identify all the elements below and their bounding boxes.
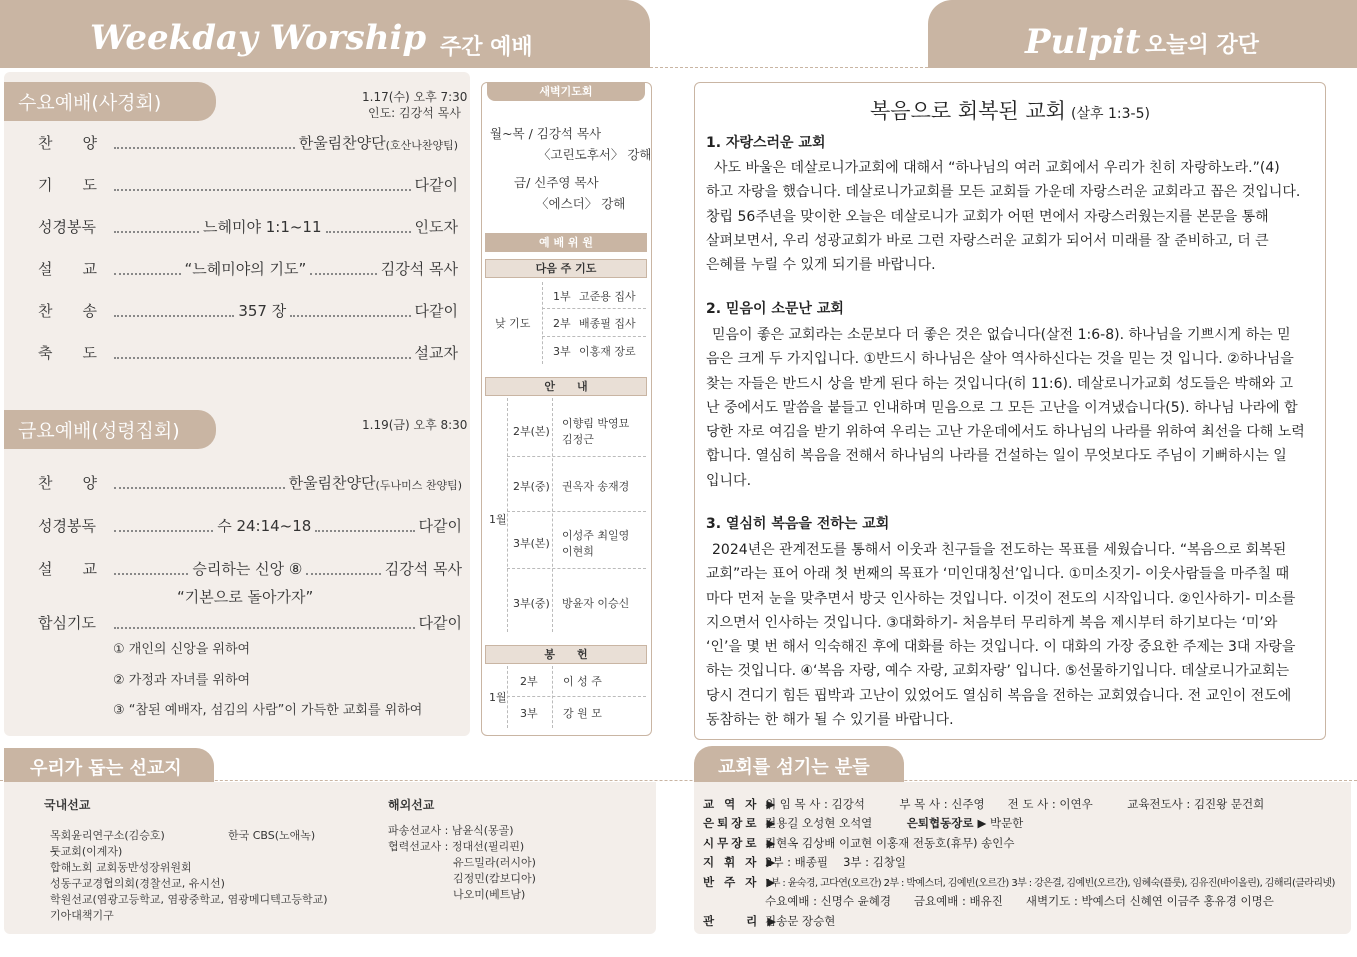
- row-label: 성경봉독: [38, 517, 96, 535]
- dotted-leader: [114, 627, 415, 629]
- guide-header: 안 내: [485, 377, 647, 396]
- order-row: [38, 558, 462, 579]
- servant-text: 김송문 장승현: [765, 914, 836, 928]
- sermon-reference: (살후 1:3-5): [1071, 106, 1150, 122]
- servant-row: [703, 835, 1014, 851]
- weekday-worship-panel: [4, 72, 470, 736]
- sermon-line: 하는 것입니다. ④‘복음 자랑, 예수 자랑, 교회자랑’ 입니다. ⑤선물하기입니다. 데살로니가교회는: [706, 663, 1290, 680]
- order-row: [38, 612, 462, 633]
- right-header-kr-title: 오늘의 강단: [1145, 33, 1259, 58]
- row-label: 합심기도: [38, 614, 96, 632]
- sermon-line: 난 중에서도 말씀을 붙들고 인내하며 믿음으로 그 모든 고난을 이겨냈습니다(5). 하나님 나라에 합: [706, 399, 1298, 416]
- servant-text: 박문한: [986, 816, 1024, 830]
- dawn-title: 새벽기도회: [487, 83, 645, 101]
- sermon-title-wrap: [694, 95, 1326, 125]
- sermon-line: 믿음이 좋은 교회라는 소문보다 더 좋은 것은 없습니다(살전 1:6-8). 하나님을 기쁘시게 하는 믿: [712, 327, 1291, 343]
- order-row: [38, 258, 458, 279]
- servant-label: 은퇴장로 ▶: [703, 816, 779, 830]
- order-row: [38, 515, 462, 536]
- row-mid: 수 24:14~18: [217, 517, 312, 535]
- dotted-leader: [114, 189, 411, 191]
- grid-divider: [542, 282, 543, 364]
- grid-divider: [542, 308, 646, 309]
- domestic-mission: 목회윤리연구소(김승호): [50, 829, 165, 842]
- offering-name: 이 성 주: [563, 675, 602, 688]
- sermon-line: 창립 56주년을 맞이한 오늘은 데살로니가 교회가 어떤 면에서 자랑스러웠는지를 본문을 통해: [706, 208, 1269, 225]
- row-label: 설 교: [38, 560, 97, 578]
- dotted-leader: [114, 315, 234, 317]
- right-header-script-title: Pulpit: [1025, 22, 1141, 62]
- order-row: [38, 300, 458, 321]
- wed-worship-title: 수요예배(사경회): [4, 82, 216, 121]
- guide-name: 방윤자 이승신: [562, 597, 630, 610]
- servant-row: [703, 874, 1335, 890]
- servant-text: 전용길 오성현 오석열: [765, 816, 907, 830]
- sermon-section-heading: 3. 열심히 복음을 전하는 교회: [706, 516, 890, 532]
- noon-prayer-label: 낮 기도: [495, 317, 531, 330]
- servant-label: 지 휘 자 ▶: [703, 855, 779, 869]
- overseas-value: 남윤식(몽골): [451, 824, 514, 837]
- overseas-key: 협력선교사 :: [388, 840, 452, 853]
- row-right: 다같이: [414, 176, 458, 194]
- overseas-mission: 나오미(베트남): [453, 888, 526, 901]
- servant-text: 수요예배 : 신명수 윤혜경 금요예배 : 배유진 새벽기도 : 박예스더 신혜연 이금주 홍유경 이명은: [765, 894, 1274, 908]
- dawn-line: 금/ 신주영 목사: [514, 175, 599, 190]
- guide-name: 이향림 박영묘: [562, 417, 630, 430]
- next-week-prayer-header: 다음 주 기도: [485, 259, 647, 278]
- servants-title: 교회를 섬기는 분들: [718, 757, 870, 778]
- domestic-mission: 성동구교경협의회(경찰선교, 유시선): [50, 877, 225, 890]
- guide-name: 김정근: [562, 433, 594, 446]
- sermon-line: 은혜를 누릴 수 있게 되기를 바랍니다.: [706, 257, 936, 274]
- grid-divider: [507, 456, 646, 457]
- servant-row: [703, 854, 906, 870]
- row-mid: 승리하는 신앙 ⑧: [192, 560, 303, 578]
- servant-label: 교 역 자 ▶: [703, 797, 779, 811]
- row-label: 성경봉독: [38, 218, 96, 236]
- dotted-leader: [114, 487, 285, 489]
- grid-divider: [507, 568, 646, 569]
- prayer-item: ② 가정과 자녀를 위하여: [113, 673, 251, 688]
- guide-part: 2부(중): [513, 480, 550, 493]
- wed-datetime: 1.17(수) 오후 7:30: [362, 90, 468, 104]
- offering-month: 1월: [489, 691, 507, 704]
- servant-text: 1부 : 윤숙경, 고다연(오르간) 2부 : 박예스더, 김예빈(오르간) 3부 : 강은결, 김예빈(오르간), 임혜숙(플룻), 김유진(바이올린), 김해리(클라리넷): [765, 878, 1335, 889]
- servant-row: [703, 893, 1274, 909]
- row-label: 기 도: [38, 176, 97, 194]
- sermon-line: 지으면서 인사하는 것입니다. ③대화하기- 처음부터 무리하게 복음 제시부터 하기보다는 ‘미’와: [706, 614, 1278, 631]
- sermon-subtitle: “기본으로 돌아가자”: [177, 588, 314, 606]
- dawn-line: 월~목 / 김강석 목사: [490, 126, 602, 141]
- right-header-tab: [928, 0, 1357, 68]
- row-right: 다같이: [418, 614, 462, 632]
- row-label: 찬 양: [38, 474, 97, 492]
- header-dashed-rule: [650, 67, 928, 68]
- row-right: 김강석 목사: [380, 260, 458, 278]
- grid-divider: [542, 336, 646, 337]
- offering-name: 강 원 모: [563, 707, 602, 720]
- servant-label: 반 주 자 ▶: [703, 875, 779, 889]
- offering-header: 봉 헌: [485, 645, 647, 664]
- servant-text: 위 임 목 사 : 김강석 부 목 사 : 신주영 전 도 사 : 이연우 교육전도사 : 김진왕 문건희: [765, 797, 1265, 811]
- row-right: 김강석 목사: [384, 560, 462, 578]
- overseas-key: 파송선교사 :: [388, 824, 452, 837]
- order-row: [38, 132, 458, 153]
- sermon-paragraph: [706, 323, 1316, 493]
- sermon-line: 2024년은 관계전도를 통해서 이웃과 친구들을 전도하는 목표를 세웠습니다. “복음으로 회복된: [712, 542, 1287, 558]
- row-label: 설 교: [38, 260, 97, 278]
- domestic-mission: 한국 CBS(노애녹): [228, 829, 316, 842]
- domestic-mission: 툿교회(이계자): [50, 845, 123, 858]
- sermon-line: 동참하는 한 해가 될 수 있기를 바랍니다.: [706, 712, 954, 729]
- missions-title: 우리가 돕는 선교지: [30, 758, 182, 779]
- guide-name: 이현희: [562, 545, 594, 558]
- sermon-line: 당시 견디기 힘든 핍박과 고난이 있었어도 열심히 복음을 전하는 교회였습니다. 전 교인이 전도에: [706, 687, 1292, 704]
- servant-row: [703, 815, 1023, 831]
- noon-name: 이홍재 장로: [579, 345, 636, 358]
- row-mid: 357 장: [238, 302, 287, 320]
- committee-title: 예 배 위 원: [485, 233, 647, 252]
- dotted-leader: [114, 357, 411, 359]
- row-right-note: (호산나찬양팀): [385, 139, 458, 152]
- row-right: 한울림찬양단: [298, 134, 386, 152]
- sermon-line: 교회”라는 표어 아래 첫 번째의 목표가 ‘미인대칭선’입니다. ①미소짓기- 이웃사람들을 마주칠 때: [706, 566, 1290, 583]
- order-row: [38, 342, 458, 363]
- sermon-line: ‘인’을 몇 번 해서 익숙해진 후에 대화를 하는 것입니다. 이 대화의 가장 중요한 주제는 3대 자랑을: [706, 639, 1296, 656]
- overseas-missions-title: 해외선교: [388, 798, 435, 812]
- noon-name: 고준용 집사: [579, 290, 636, 303]
- row-right: 다같이: [418, 517, 463, 535]
- row-mid: “느헤미야의 기도”: [184, 260, 307, 278]
- noon-name: 배종필 집사: [579, 317, 636, 330]
- dotted-leader: [114, 231, 199, 233]
- dotted-leader: [326, 231, 411, 233]
- row-label: 찬 송: [38, 302, 97, 320]
- sermon-title: 복음으로 회복된 교회: [870, 99, 1066, 123]
- servant-row: [703, 913, 835, 929]
- guide-part: 3부(중): [513, 597, 550, 610]
- domestic-missions-title: 국내선교: [44, 798, 91, 812]
- sermon-section-heading: 2. 믿음이 소문난 교회: [706, 301, 844, 317]
- servant-text: 2부 : 배종필 3부 : 김창일: [765, 855, 907, 869]
- dawn-line: 〈고린도후서〉 강해: [538, 147, 652, 162]
- dotted-leader: [114, 530, 213, 532]
- grid-divider: [552, 398, 553, 632]
- overseas-mission: [388, 822, 514, 838]
- noon-part: 1부: [553, 290, 571, 303]
- sermon-line: 음은 크게 두 가지입니다. ①반드시 하나님은 살아 역사하신다는 것을 믿는 것 입니다. ②하나님을: [706, 351, 1294, 368]
- sermon-line: 입니다.: [706, 472, 752, 489]
- row-label: 축 도: [38, 344, 97, 362]
- fri-worship-title: 금요예배(성령집회): [4, 410, 216, 449]
- overseas-value: 정대선(필리핀): [451, 840, 525, 853]
- row-mid: 느헤미야 1:1~11: [203, 218, 322, 236]
- guide-part: 2부(본): [513, 425, 550, 438]
- grid-divider: [507, 696, 646, 697]
- offering-part: 3부: [520, 707, 538, 720]
- dotted-leader: [290, 315, 410, 317]
- dotted-leader: [114, 147, 295, 149]
- guide-month: 1월: [489, 513, 507, 526]
- dawn-line: 〈에스더〉 강해: [536, 196, 626, 211]
- sermon-line: 마다 먼저 눈을 맞추면서 방긋 인사하는 것입니다. 이것이 전도의 시작입니다. ②인사하기- 미소를: [706, 590, 1296, 607]
- overseas-mission: 김정민(캄보디아): [453, 872, 536, 885]
- left-header-kr-title: 주간 예배: [440, 35, 533, 60]
- grid-divider: [507, 398, 508, 632]
- prayer-item: ① 개인의 신앙을 위하여: [113, 642, 251, 657]
- sermon-line: 하고 자랑을 했습니다. 데살로니가교회를 모든 교회들 가운데 자랑스러운 교회라고 꼽은 것입니다.: [706, 184, 1301, 201]
- servant-label: 관 리 ▶: [703, 914, 780, 928]
- grid-divider: [507, 511, 646, 512]
- row-label: 찬 양: [38, 134, 97, 152]
- dotted-leader: [114, 273, 181, 275]
- prayer-item: ③ “참된 예배자, 섬김의 사람”이 가득한 교회를 위하여: [113, 703, 423, 718]
- row-right: 인도자: [414, 218, 459, 236]
- domestic-mission: 기아대책기구: [50, 909, 114, 922]
- sermon-line: 당한 자로 여김을 받기 위하여 우리는 고난 가운데에서도 하나님의 나라를 위하여 최선을 다해 노력: [706, 424, 1305, 441]
- sermon-line: 살펴보면서, 우리 성광교회가 바로 그런 자랑스러운 교회가 되어서 미래를 잘 준비하고, 더 큰: [706, 232, 1269, 249]
- dotted-leader: [306, 573, 380, 575]
- grid-divider: [507, 666, 508, 728]
- wed-leader: 인도: 김강석 목사: [368, 106, 461, 120]
- overseas-mission: 유드밀라(러시아): [453, 856, 536, 869]
- row-right: 설교자: [414, 344, 458, 362]
- fri-datetime: 1.19(금) 오후 8:30: [362, 418, 468, 432]
- guide-name: 이성주 최일영: [562, 529, 630, 542]
- domestic-mission: 학원선교(염광고등학교, 염광중학교, 염광메디텍고등학교): [50, 893, 328, 906]
- guide-name: 권옥자 송재경: [562, 480, 630, 493]
- row-right: 다같이: [414, 302, 458, 320]
- sermon-line: 합니다. 열심히 복음을 전해서 하나님의 나라를 건설하는 일이 무엇보다도 주님이 기뻐하시는 일: [706, 448, 1287, 465]
- servant-label: 시무장로 ▶: [703, 836, 779, 850]
- guide-part: 3부(본): [513, 537, 550, 550]
- domestic-mission: 합해노회 교회동반성장위원회: [50, 861, 192, 874]
- sermon-section-heading: 1. 자랑스러운 교회: [706, 135, 826, 151]
- overseas-mission: [388, 838, 524, 854]
- sermon-paragraph: [706, 538, 1316, 732]
- noon-part: 2부: [553, 317, 571, 330]
- servant-row: [703, 796, 1264, 812]
- row-right: 한울림찬양단: [288, 474, 376, 492]
- sermon-line: 찾는 자들은 반드시 상을 받게 된다 하는 것입니다(히 11:6). 데살로니가교회 성도들은 박해와 고: [706, 375, 1294, 392]
- dotted-leader: [310, 273, 377, 275]
- offering-part: 2부: [520, 675, 538, 688]
- noon-part: 3부: [553, 345, 571, 358]
- grid-divider: [552, 666, 553, 728]
- dotted-leader: [114, 573, 188, 575]
- sermon-paragraph: [706, 156, 1316, 277]
- left-header-script-title: Weekday Worship: [90, 18, 427, 58]
- order-row: [38, 472, 462, 493]
- order-row: [38, 216, 458, 237]
- row-right-note: (두나미스 찬양팀): [375, 479, 462, 492]
- servant-text-bold: 은퇴협동장로 ▶: [906, 816, 987, 830]
- order-row: [38, 174, 458, 195]
- dotted-leader: [315, 530, 414, 532]
- sermon-line: 사도 바울은 데살로니가교회에 대해서 “하나님의 여러 교회에서 우리가 친히 자랑하노라.”(4): [714, 160, 1280, 176]
- servant-text: 김현옥 김상배 이교현 이홍재 전동호(휴무) 송인수: [765, 836, 1015, 850]
